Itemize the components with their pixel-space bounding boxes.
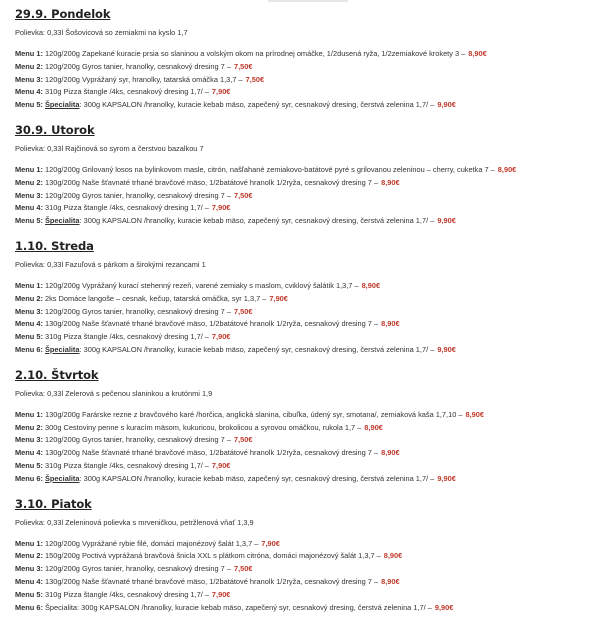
menu-item [15, 447, 600, 460]
menu-item [15, 602, 600, 615]
menu-item-price: 8,90€ [381, 576, 400, 586]
menu-item-label: Menu 5: [15, 589, 43, 599]
menu-item [15, 293, 600, 306]
menu-item [15, 48, 600, 61]
menu-item-label: Menu 3: [15, 306, 43, 316]
menu-item-price: 9,90€ [437, 100, 456, 110]
menu-item [15, 280, 600, 293]
day-section-monday [15, 6, 600, 112]
weekly-menu [15, 6, 600, 624]
menu-item-label: Menu 5: [15, 216, 43, 226]
day-title: 2.10. Štvrtok [15, 367, 99, 382]
menu-item-price: 7,50€ [233, 61, 253, 71]
soup-line [15, 518, 600, 528]
menu-item-text: Špecialita: 300g KAPSALON /hranolky, kuracie kebab mäso, zapečený syr, cesnakový dresing, čerstvá zelenina 1,7/ – [44, 602, 432, 612]
menu-item-label: Menu 1: [15, 409, 43, 419]
menu-item-text: 120g/200g Vyprážané rybie filé, domáci majonézový šalát 1,3,7 – [44, 538, 259, 548]
menu-item-price: 7,50€ [233, 564, 253, 574]
menu-item-price: 7,50€ [233, 190, 253, 200]
menu-item [15, 344, 600, 357]
menu-item [15, 422, 600, 435]
menu-item-price: 8,90€ [497, 164, 517, 174]
menu-item-text: 2ks Domáce langoše – cesnak, kečup, tatarská omáčka, syr 1,3,7 – [44, 293, 267, 303]
menu-item-label: Menu 2: [15, 551, 43, 561]
menu-item-price: 7,90€ [261, 538, 280, 548]
menu-item [15, 473, 600, 486]
soup-label: Polievka: [15, 259, 45, 269]
menu-item-price: 7,50€ [245, 74, 265, 84]
menu-item-text: 310g Pizza štangle /4ks, cesnakový dresing 1,7/ – [44, 460, 209, 470]
menu-item-label: Menu 3: [15, 564, 43, 574]
menu-item [15, 460, 600, 473]
menu-item-text: 130g/200g Farárske rezne z bravčového karé /horčica, anglická slanina, cibuľka, údený syr, smotana/, zemiaková kaša 1,7,10 – [44, 409, 463, 419]
soup-text: 0,33l Šošovicová so zemiakmi na kyslo 1,7 [47, 28, 188, 37]
menu-item-text: 310g Pizza štangle /4ks, cesnakový dresing 1,7/ – [44, 203, 209, 213]
menu-item-text: 120g/200g Gyros tanier, hranolky, cesnakový dresing 7 – [44, 61, 231, 71]
menu-item-price: 8,90€ [381, 319, 400, 329]
menu-item-text: 310g Pizza štangle /4ks, cesnakový dresing 1,7/ – [44, 332, 209, 342]
menu-item-price: 9,90€ [434, 602, 454, 612]
menu-item-text: : 300g KAPSALON /hranolky, kuracie kebab mäso, zapečený syr, cesnakový dresing, čerstvá zelenina 1,7/ – [79, 216, 435, 226]
menu-item-text: 130g/200g Naše šťavnaté trhané bravčové mäso, 1/2batátové hranolk 1/2ryža, cesnakový dresing 7 – [44, 319, 379, 329]
menu-item-price: 7,50€ [233, 306, 253, 316]
menu-item-label: Menu 1: [15, 538, 43, 548]
soup-label: Polievka: [15, 28, 45, 37]
menu-item [15, 86, 600, 99]
menu-item-label: Menu 4: [15, 576, 43, 586]
menu-item-label: Menu 2: [15, 422, 43, 432]
menu-item-label: Menu 4: [15, 203, 43, 213]
menu-item [15, 576, 600, 589]
menu-item-price: 9,90€ [437, 216, 456, 226]
soup-text: 0,33l Fazuľová s párkom a širokými rezancami 1 [47, 259, 206, 269]
menu-item-text: 310g Pizza štangle /4ks, cesnakový dresing 1,7/ – [44, 87, 209, 97]
menu-item-label: Menu 3: [15, 190, 43, 200]
menu-item-label: Menu 6: [15, 602, 43, 612]
top-divider [268, 0, 348, 2]
menu-item-price: 7,90€ [211, 332, 231, 342]
menu-item-text: 130g/200g Naše šťavnaté trhané bravčové mäso, 1/2batátové hranolk 1/2ryža, cesnakový dresing 7 – [44, 576, 379, 586]
day-section-thursday [15, 367, 600, 486]
menu-item-label: Menu 3: [15, 435, 43, 445]
menu-item-text: 120g/200g Gyros tanier, hranolky, cesnakový dresing 7 – [44, 306, 231, 316]
menu-item-text: : 300g KAPSALON /hranolky, kuracie kebab mäso, zapečený syr, cesnakový dresing, čerstvá zelenina 1,7/ – [79, 100, 435, 110]
day-title: 3.10. Piatok [15, 496, 92, 511]
soup-text: 0,33l Rajčinová so syrom a čerstvou bazalkou 7 [47, 143, 204, 153]
menu-item-text: 120g/200g Grilovaný losos na bylinkovom masle, citrón, našľahané zemiakovo-batátové pyré s grilovanou zeleninou – cherry, cuketka 7 – [44, 164, 495, 174]
menu-item [15, 215, 600, 228]
menu-item-text: 120g/200g Vyprážaný syr, hranolky, tatarská omáčka 1,3,7 – [44, 74, 243, 84]
menu-item-label: Menu 1: [15, 49, 43, 58]
menu-item-label: Menu 4: [15, 87, 43, 97]
menu-item-price: 7,90€ [269, 293, 288, 303]
menu-item-price: 9,90€ [437, 344, 456, 354]
menu-item-text: 300g Cestoviny penne s kuracím mäsom, kukuricou, brokolicou a syrovou omáčkou, rukola 1,7 – [44, 422, 362, 432]
soup-line [15, 28, 600, 38]
menu-item-label: Menu 2: [15, 293, 43, 303]
menu-item-price: 8,90€ [381, 177, 400, 187]
menu-item-text: 120g/200g Vyprážaný kurací stehenný rezeň, varené zemiaky s maslom, cviklový šalátik 1,3,7 – [44, 280, 359, 290]
menu-item-text: 120g/200g Gyros tanier, hranolky, cesnakový dresing 7 – [44, 564, 231, 574]
menu-item [15, 74, 600, 87]
menu-item-text: 120g/200g Zapekané kuracie prsia so slaninou a volským okom na prírodnej omáčke, 1/2dusená ryža, 1/2zemiakové krokety 3 – [44, 49, 466, 58]
soup-line [15, 260, 600, 270]
menu-item-price: 8,90€ [468, 49, 487, 58]
menu-item-price: 7,90€ [211, 589, 231, 599]
menu-item-price: 7,90€ [211, 203, 231, 213]
soup-line [15, 144, 600, 154]
menu-item-label: Menu 2: [15, 61, 43, 71]
menu-item-price: 9,90€ [437, 473, 456, 483]
menu-item-price: 7,50€ [233, 435, 253, 445]
menu-item-label: Menu 1: [15, 280, 43, 290]
menu-item [15, 563, 600, 576]
menu-item [15, 190, 600, 203]
day-title: 29.9. Pondelok [15, 7, 111, 21]
menu-item-price: 7,90€ [211, 87, 231, 97]
menu-item-price: 8,90€ [381, 448, 400, 458]
menu-item-label: Menu 5: [15, 332, 43, 342]
menu-item-label: Menu 5: [15, 460, 43, 470]
soup-label: Polievka: [15, 517, 45, 527]
menu-item-text: : 300g KAPSALON /hranolky, kuracie kebab mäso, zapečený syr, cesnakový dresing, čerstvá zelenina 1,7/ – [79, 473, 435, 483]
day-section-tuesday [15, 122, 600, 228]
menu-item-text: 120g/200g Gyros tanier, hranolky, cesnakový dresing 7 – [44, 190, 231, 200]
menu-item-text: 150g/200g Poctivá vyprážaná bravčová šnicla XXL s plátkom citróna, domáci majonézový šalát 1,3,7 – [44, 551, 381, 561]
soup-text: 0,33l Zelerová s pečenou slaninkou a krutónmi 1,9 [47, 388, 213, 398]
soup-label: Polievka: [15, 143, 45, 153]
menu-item-label: Menu 4: [15, 448, 43, 458]
specialty-label: Špecialita [44, 100, 80, 110]
menu-item [15, 434, 600, 447]
menu-item-label: Menu 2: [15, 177, 43, 187]
day-title: 30.9. Utorok [15, 122, 95, 137]
soup-label: Polievka: [15, 388, 45, 398]
menu-item [15, 331, 600, 344]
menu-item [15, 99, 600, 112]
menu-item [15, 177, 600, 190]
menu-item-label: Menu 1: [15, 164, 43, 174]
day-section-friday [15, 496, 600, 615]
menu-item [15, 538, 600, 551]
menu-item [15, 589, 600, 602]
menu-item-label: Menu 4: [15, 319, 43, 329]
menu-item [15, 306, 600, 319]
menu-item-text: 130g/200g Naše šťavnaté trhané bravčové mäso, 1/2batátové hranolk 1/2ryža, cesnakový dresing 7 – [44, 448, 379, 458]
menu-item-price: 7,90€ [211, 460, 231, 470]
menu-item-price: 8,90€ [364, 422, 383, 432]
menu-item [15, 61, 600, 74]
menu-item-label: Menu 6: [15, 344, 43, 354]
menu-item-label: Menu 3: [15, 74, 43, 84]
day-section-wednesday [15, 238, 600, 357]
menu-item-price: 8,90€ [361, 280, 381, 290]
menu-item-text: 310g Pizza štangle /4ks, cesnakový dresing 1,7/ – [44, 589, 209, 599]
menu-item [15, 550, 600, 563]
specialty-label: Špecialita [44, 473, 80, 483]
menu-item-text: : 300g KAPSALON /hranolky, kuracie kebab mäso, zapečený syr, cesnakový dresing, čerstvá zelenina 1,7/ – [79, 344, 435, 354]
menu-item [15, 409, 600, 422]
menu-item-label: Menu 6: [15, 473, 43, 483]
menu-item [15, 164, 600, 177]
soup-text: 0,33l Zeleninová polievka s mrveničkou, petržlenová vňať 1,3,9 [47, 517, 254, 527]
menu-item-price: 8,90€ [465, 409, 484, 419]
day-title: 1.10. Streda [15, 238, 94, 253]
menu-item-label: Menu 5: [15, 100, 43, 110]
menu-item [15, 202, 600, 215]
specialty-label: Špecialita [44, 216, 80, 226]
menu-item [15, 318, 600, 331]
menu-item-text: 120g/200g Gyros tanier, hranolky, cesnakový dresing 7 – [44, 435, 231, 445]
menu-item-text: 130g/200g Naše šťavnaté trhané bravčové mäso, 1/2batátové hranolk 1/2ryža, cesnakový dresing 7 – [44, 177, 379, 187]
menu-item-price: 8,90€ [383, 551, 403, 561]
specialty-label: Špecialita [44, 344, 80, 354]
soup-line [15, 389, 600, 399]
